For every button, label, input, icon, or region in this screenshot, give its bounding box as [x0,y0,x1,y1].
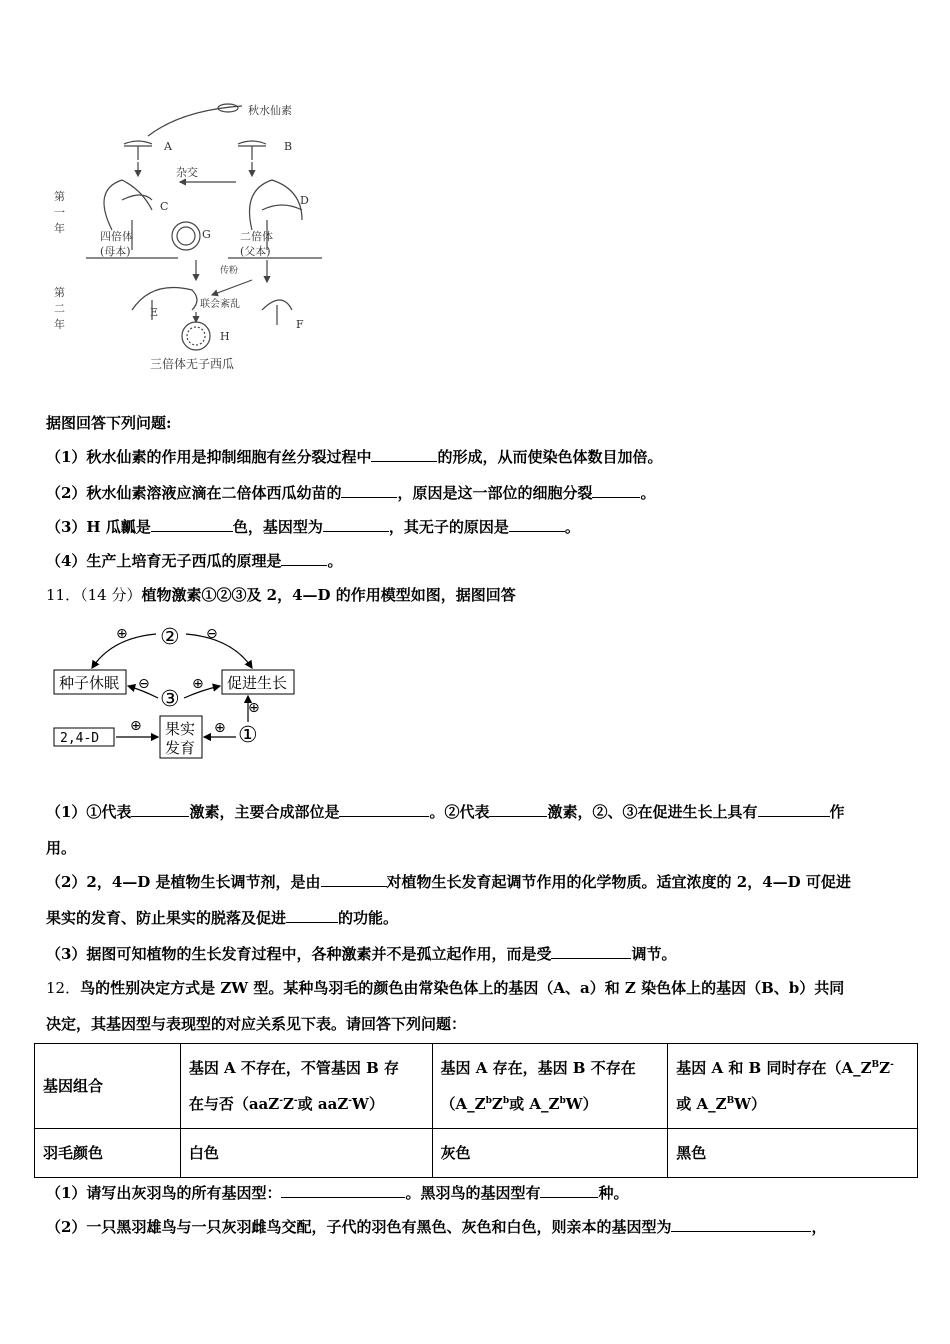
label-b: B [284,140,293,153]
q11-part1: （1）①代表 激素，主要合成部位是 。②代表 激素，②、③在促进生长上具有 作 [46,803,845,821]
fruit-g-inner [177,227,195,245]
blank-answer[interactable] [339,802,429,817]
dropper-tube [148,106,242,136]
q10-part2: （2）秋水仙素溶液应滴在二倍体西瓜幼苗的 ，原因是这一部位的细胞分裂 。 [46,484,656,502]
plus-icon: ⊕ [130,718,142,734]
hormone-1-icon: ① [238,723,258,748]
diploid-label: 二倍体 [240,230,273,243]
table-cell: 基因 A 和 B 同时存在（$A\_Z^BZ^-$ 或 $A\_Z^BW$） [668,1044,918,1129]
label-g: G [202,228,211,241]
svg-text:年: 年 [54,222,65,235]
blank-answer[interactable] [321,872,387,887]
blank-answer[interactable] [551,944,631,959]
blank-answer[interactable] [592,483,640,498]
fruit-dev-label-1: 果实 [165,720,196,738]
pollination-arrow [212,280,252,295]
blank-answer[interactable] [758,802,830,817]
minus-icon: ⊖ [138,676,150,692]
fruit-g-icon [172,222,200,250]
plant-f-icon [262,300,292,325]
hormone-model-diagram [52,618,302,764]
q10-part1: （1）秋水仙素的作用是抑制细胞有丝分裂过程中 的形成，从而使染色体数目加倍。 [46,448,663,466]
hormone-2-icon: ② [160,625,180,650]
blank-answer[interactable] [371,447,437,462]
q11-part2: （2）2，4—D 是植物生长调节剂，是由 对植物生长发育起调节作用的化学物质。适宜浓度的 2，4—D 可促进 [46,873,851,891]
q10-intro: 据图回答下列问题: [46,414,172,432]
q11-part2-cont: 果实的发育、防止果实的脱落及促进 的功能。 [46,909,399,927]
table-cell: 灰色 [432,1129,668,1178]
table-cell: 黑色 [668,1129,918,1178]
triploid-label: 三倍体无子西瓜 [150,357,235,371]
q11-heading: 11．（14 分）植物激素①②③及 2，4—D 的作用模型如图，据图回答 [46,586,516,604]
q10-part3: （3）H 瓜瓤是 色，基因型为 ，其无子的原因是 。 [46,518,580,536]
genotype-table [34,1043,918,1178]
table-cell: 基因 A 存在，基因 B 不存在 （$A\_Z^bZ^b$或 $A\_Z^bW$） [432,1044,668,1129]
blank-answer[interactable] [341,483,397,498]
fruit-h-inner [187,327,205,345]
plus-icon: ⊕ [214,720,226,736]
promote-growth-label: 促进生长 [227,674,288,692]
table-cell: 羽毛颜色 [35,1129,181,1178]
seedling-a-icon [124,141,152,160]
plus-icon: ⊕ [248,700,260,716]
table-row [35,1129,918,1178]
blank-answer[interactable] [131,802,189,817]
table-cell: 白色 [180,1129,432,1178]
label-f: F [296,318,304,331]
q12-intro-line2: 决定，其基因型与表现型的对应关系见下表。请回答下列问题： [46,1015,467,1033]
q10-part4: （4）生产上培育无子西瓜的原理是 。 [46,552,343,570]
label-e: E [150,306,159,319]
q12-intro-line1: 12．鸟的性别决定方式是 ZW 型。某种鸟羽毛的颜色由常染色体上的基因（A、a）和 Z 染色体上的基因（B、b）共同 [46,979,845,997]
svg-text:第: 第 [54,190,65,203]
stimulus-label: 联会紊乱 [200,299,240,310]
year-labels [54,190,65,331]
fruit-dev-label-2: 发育 [165,739,196,757]
table-cell: 基因 A 不存在，不管基因 B 存 在与否（aaZ-Z-或 aaZ-W） [180,1044,432,1129]
plus-icon: ⊕ [116,626,128,642]
plus-icon: ⊕ [192,676,204,692]
label-h: H [220,330,230,343]
hormone-3-icon: ③ [160,687,180,712]
table-cell: 基因组合 [35,1044,181,1129]
minus-icon: ⊖ [206,626,218,642]
father-label: (父本) [240,245,271,258]
plant-e-icon [132,288,197,321]
blank-answer[interactable] [540,1183,598,1198]
blank-answer[interactable] [671,1217,811,1232]
blank-answer[interactable] [286,908,338,923]
blank-answer[interactable] [281,1183,405,1198]
tetraploid-label: 四倍体 [100,230,133,243]
svg-text:一: 一 [54,206,65,219]
blank-answer[interactable] [509,517,565,532]
q11-part3: （3）据图可知植物的生长发育过程中，各种激素并不是孤立起作用，而是受 调节。 [46,945,677,963]
blank-answer[interactable] [489,802,547,817]
arrow-2-to-growth [186,634,252,668]
svg-text:二: 二 [54,302,65,315]
svg-text:年: 年 [54,318,65,331]
label-a: A [164,140,172,153]
colchicine-label: 秋水仙素 [248,104,292,117]
mother-label: (母本) [100,245,131,258]
label-c: C [160,200,169,213]
table-row [35,1044,918,1129]
blank-answer[interactable] [151,517,233,532]
q11-part1-cont: 用。 [46,839,77,857]
fruit-h-icon [182,322,210,350]
svg-text:第: 第 [54,286,65,299]
watermelon-breeding-diagram [52,100,342,380]
blank-answer[interactable] [281,551,327,566]
seedling-b-icon [238,141,266,160]
seed-dormancy-label: 种子休眠 [59,674,120,692]
q12-part1: （1）请写出灰羽鸟的所有基因型： 。黑羽鸟的基因型有 种。 [46,1184,629,1202]
blank-answer[interactable] [323,517,389,532]
pollination-label: 传粉 [220,266,239,276]
d24-label: 2,4-D [60,731,100,746]
cross-label: 杂交 [176,166,198,179]
label-d: D [300,194,309,207]
q12-part2: （2）一只黑羽雄鸟与一只灰羽雌鸟交配，子代的羽色有黑色、灰色和白色，则亲本的基因型为 ， [46,1218,827,1236]
